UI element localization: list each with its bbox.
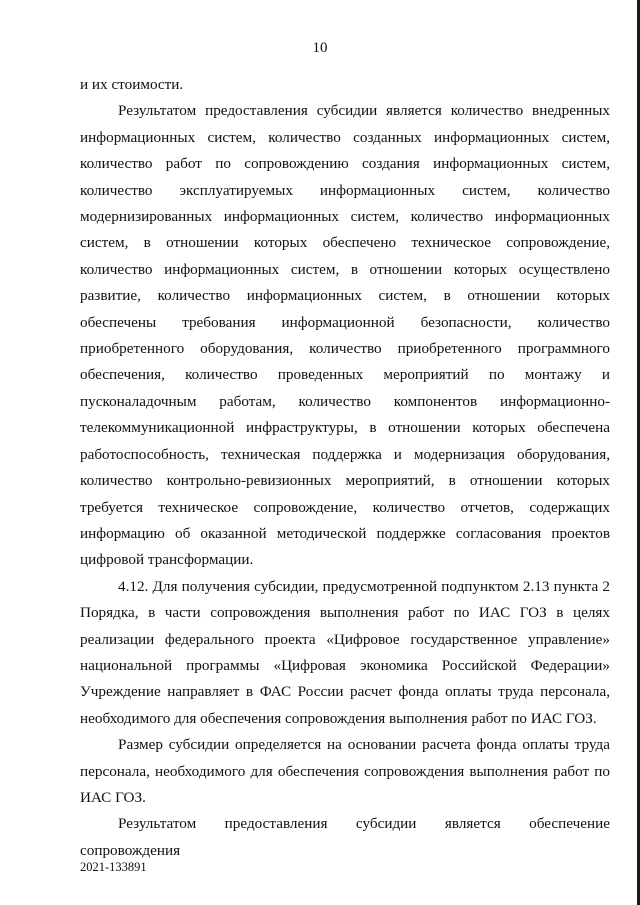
paragraph-subsidy-size: Размер субсидии определяется на основании расчета фонда оплаты труда персонала, необходимого для обеспечения сопровождения выполнения работ по ИАС ГОЗ. bbox=[80, 736, 610, 806]
paragraph-4-12: 4.12. Для получения субсидии, предусмотренной подпунктом 2.13 пункта 2 Порядка, в части сопровождения выполнения работ по ИАС ГОЗ в целях реализации федерального проекта «Цифровое государственное управление» национальной программы «Цифровая экономика Российской Федерации» Учреждение направляет в ФАС России расчет фонда оплаты труда персонала, необходимого для обеспечения сопровождения выполнения работ по ИАС ГОЗ. bbox=[80, 577, 610, 727]
paragraph-subsidy-result-support: Результатом предоставления субсидии является обеспечение сопровождения bbox=[80, 815, 610, 859]
document-id: 2021-133891 bbox=[80, 860, 147, 874]
page-number: 10 bbox=[312, 40, 328, 56]
paragraph-subsidy-results: Результатом предоставления субсидии является количество внедренных информационных систем, количество созданных информационных систем, количество работ по сопровождению создания информационных систем, количество эксплуатируемых информационных систем, количество модернизированных информационных систем, количество информационных систем, в отношении которых обеспечено техническое сопровождение, количество информационных систем, в отношении которых осуществлено развитие, количество информационных систем, в отношении которых обеспечены требования информационной безопасности, количество приобретенного оборудования, количество приобретенного программного обеспечения, количество проведенных мероприятий по монтажу и пусконаладочным работам, количество компонентов информационно-телекоммуникационной инфраструктуры, в отношении которых обеспечена работоспособность, техническая поддержка и модернизация оборудования, количество контрольно-ревизионных мероприятий, в отношении которых требуется техническое сопровождение, количество отчетов, содержащих информацию об оказанной методической поддержке согласования проектов цифровой трансформации. bbox=[80, 102, 610, 569]
document-body bbox=[80, 72, 610, 864]
paragraph-continuation: и их стоимости. bbox=[80, 76, 184, 93]
